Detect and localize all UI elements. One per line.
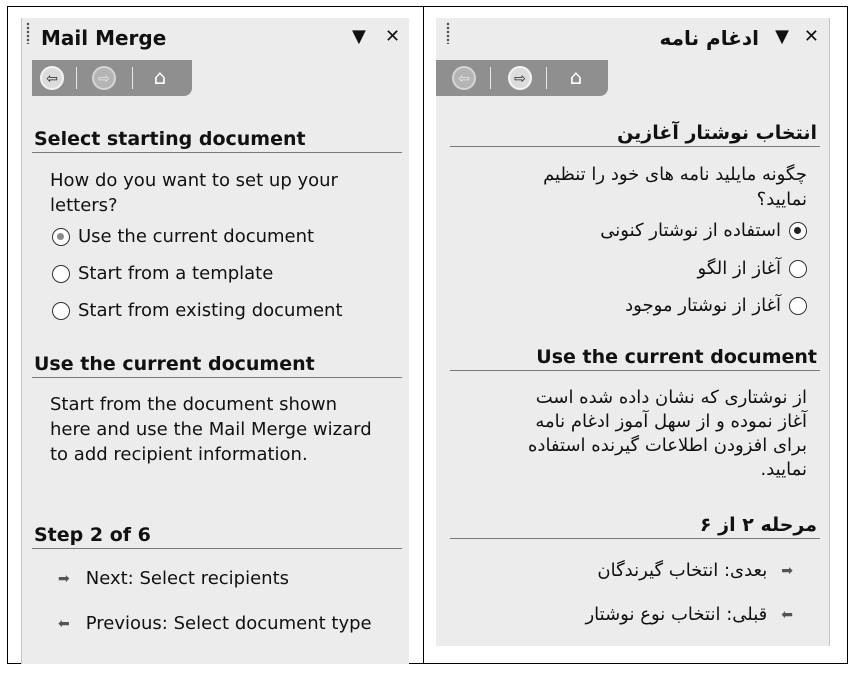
pane-menu-dropdown-icon[interactable]: ▼ bbox=[352, 26, 366, 47]
section-heading-select-starting-document: انتخاب نوشتار آغازین bbox=[617, 122, 817, 144]
description-text bbox=[50, 392, 405, 467]
radio-icon[interactable] bbox=[52, 302, 70, 320]
forward-icon[interactable]: ⇨ bbox=[508, 66, 532, 90]
option-use-current-document[interactable] bbox=[52, 226, 314, 247]
question-line: چگونه مایلید نامه های خود را تنظیم bbox=[543, 164, 807, 185]
option-label: آغاز از نوشتار موجود bbox=[625, 295, 781, 316]
section-heading-select-starting-document: Select starting document bbox=[34, 128, 306, 150]
nav-separator bbox=[132, 67, 133, 89]
radio-icon[interactable] bbox=[789, 260, 807, 278]
description-line: to add recipient information. bbox=[50, 444, 308, 465]
next-step-link[interactable] bbox=[58, 568, 289, 589]
mail-merge-task-pane-persian bbox=[436, 18, 830, 646]
section-heading-use-current-document: Use the current document bbox=[536, 346, 817, 368]
heading-rule bbox=[32, 548, 402, 549]
question-text bbox=[457, 162, 807, 212]
nav-separator bbox=[76, 67, 77, 89]
forward-icon[interactable]: ⇨ bbox=[92, 66, 116, 90]
pane-title: Mail Merge bbox=[41, 26, 167, 50]
next-arrow-icon: ➡ bbox=[58, 570, 70, 587]
previous-arrow-icon: ⬅ bbox=[58, 615, 70, 632]
drag-grip-icon[interactable] bbox=[26, 22, 30, 44]
home-icon[interactable]: ⌂ bbox=[153, 65, 167, 89]
back-icon[interactable]: ⇦ bbox=[40, 66, 64, 90]
mail-merge-task-pane-english bbox=[21, 18, 409, 664]
heading-rule bbox=[450, 370, 820, 371]
option-label: استفاده از نوشتار کنونی bbox=[600, 220, 781, 241]
next-step-label[interactable]: Next: Select recipients bbox=[85, 568, 290, 589]
description-line: برای افزودن اطلاعات گیرنده استفاده bbox=[528, 435, 807, 456]
home-icon[interactable]: ⌂ bbox=[569, 65, 583, 89]
nav-separator bbox=[490, 67, 491, 89]
option-start-from-existing-document[interactable] bbox=[625, 295, 807, 316]
option-start-from-template[interactable] bbox=[698, 258, 807, 279]
heading-rule bbox=[32, 377, 402, 378]
option-label: Use the current document bbox=[78, 226, 315, 247]
previous-arrow-icon: ⬅ bbox=[781, 606, 793, 623]
radio-selected-icon[interactable] bbox=[789, 222, 807, 240]
description-line: Start from the document shown bbox=[50, 394, 338, 415]
description-line: از نوشتاری که نشان داده شده است bbox=[535, 387, 807, 408]
question-line: نمایید؟ bbox=[756, 189, 807, 210]
description-text bbox=[452, 386, 807, 482]
radio-selected-icon[interactable] bbox=[52, 228, 70, 246]
description-line: here and use the Mail Merge wizard bbox=[50, 419, 372, 440]
back-icon[interactable]: ⇦ bbox=[452, 66, 476, 90]
pane-menu-dropdown-icon[interactable]: ▼ bbox=[775, 26, 789, 47]
pane-nav-bar bbox=[32, 60, 192, 96]
previous-step-link[interactable] bbox=[58, 613, 372, 634]
question-text bbox=[50, 168, 400, 218]
option-start-from-existing-document[interactable] bbox=[52, 300, 343, 321]
frame-divider bbox=[423, 6, 424, 664]
pane-title: ادغام نامه bbox=[659, 26, 759, 50]
heading-rule bbox=[32, 152, 402, 153]
step-indicator: Step 2 of 6 bbox=[34, 524, 151, 546]
pane-nav-bar bbox=[436, 60, 608, 96]
description-line: آغاز نموده و از سهل آموز ادغام نامه bbox=[535, 411, 807, 432]
close-pane-icon[interactable]: ✕ bbox=[803, 26, 819, 47]
description-line: نمایید. bbox=[760, 459, 807, 480]
radio-icon[interactable] bbox=[52, 265, 70, 283]
section-heading-use-current-document: Use the current document bbox=[34, 353, 315, 375]
task-pane-titlebar bbox=[22, 18, 409, 60]
option-start-from-template[interactable] bbox=[52, 263, 273, 284]
radio-icon[interactable] bbox=[789, 297, 807, 315]
close-pane-icon[interactable]: ✕ bbox=[385, 26, 401, 47]
next-step-link[interactable] bbox=[597, 560, 793, 581]
question-line: How do you want to set up your bbox=[50, 170, 338, 191]
previous-step-label[interactable]: قبلی: انتخاب نوع نوشتار bbox=[585, 604, 768, 625]
option-label: Start from existing document bbox=[78, 300, 343, 321]
next-arrow-icon: ➡ bbox=[781, 562, 793, 579]
question-line: letters? bbox=[50, 195, 118, 216]
nav-separator bbox=[546, 67, 547, 89]
drag-grip-icon[interactable] bbox=[446, 22, 450, 44]
option-label: Start from a template bbox=[78, 263, 274, 284]
heading-rule bbox=[450, 538, 820, 539]
option-use-current-document[interactable] bbox=[600, 220, 807, 241]
step-indicator: مرحله ۲ از ۶ bbox=[699, 514, 817, 536]
previous-step-link[interactable] bbox=[585, 604, 793, 625]
next-step-label[interactable]: بعدی: انتخاب گیرندگان bbox=[597, 560, 768, 581]
option-label: آغاز از الگو bbox=[697, 258, 781, 279]
task-pane-titlebar bbox=[436, 18, 829, 60]
heading-rule bbox=[450, 146, 820, 147]
previous-step-label[interactable]: Previous: Select document type bbox=[85, 613, 372, 634]
